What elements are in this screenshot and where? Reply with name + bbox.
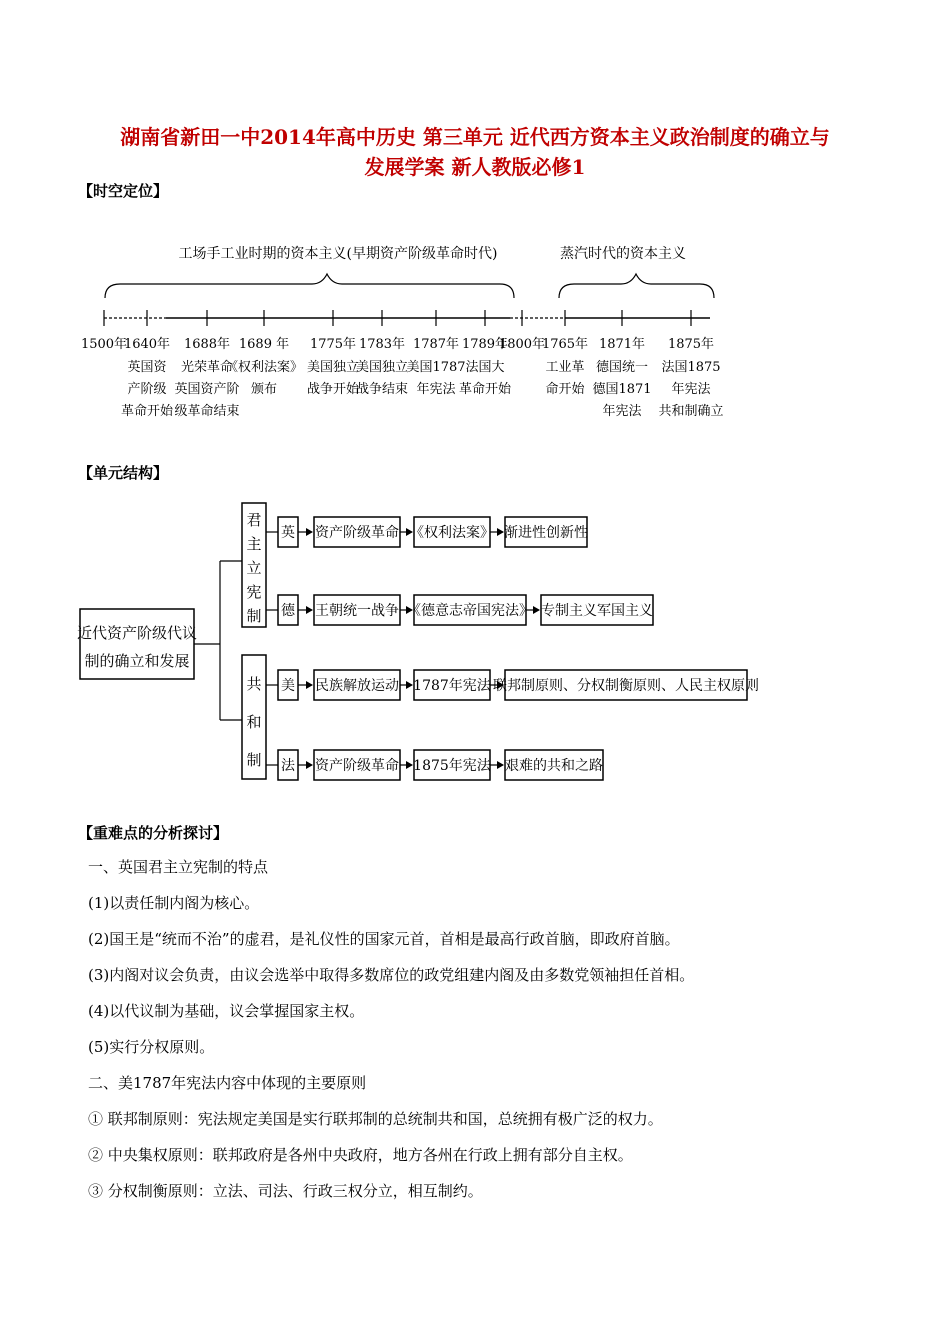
timeline-year: 1783年 [358, 337, 406, 352]
timeline-event-desc: 英国资产阶 [174, 382, 240, 397]
timeline-diagram [0, 230, 950, 430]
structure-label-country: 英 [281, 525, 295, 541]
timeline-event [356, 336, 408, 397]
group-republic-char: 制 [246, 751, 262, 769]
structure-label-cause: 资产阶级革命 [315, 758, 399, 774]
structure-label-feature: 渐进性创新性 [504, 525, 588, 541]
timeline-event [542, 336, 588, 397]
structure-label-cause: 资产阶级革命 [315, 525, 399, 541]
group-republic-char: 共 [246, 675, 262, 693]
structure-label-cause: 王朝统一战争 [315, 603, 399, 619]
arrowhead [306, 761, 313, 769]
timeline-event-desc: 共和制确立 [658, 404, 724, 419]
timeline-year: 1787年 [412, 337, 460, 352]
title-line-1: 湖南省新田一中2014年高中历史 第三单元 近代西方资本主义政治制度的确立与 [120, 125, 830, 149]
structure-row [278, 517, 588, 547]
arrowhead [406, 681, 413, 689]
group-monarchy-char: 立 [246, 559, 262, 577]
structure-label-document: 1787年宪法 [413, 678, 491, 694]
group-republic-char: 和 [246, 713, 262, 731]
structure-label-country: 德 [281, 603, 295, 619]
timeline-event [81, 336, 127, 352]
timeline-event-desc: 德国1871 [592, 382, 652, 397]
structure-diagram [0, 495, 950, 795]
group-monarchy-char: 制 [246, 607, 262, 625]
timeline-year: 1500年 [80, 337, 128, 352]
timeline-event-desc: 美国1787 [406, 360, 466, 375]
period-early-brace [105, 274, 514, 298]
structure-row [278, 670, 759, 700]
structure-label-country: 法 [281, 758, 295, 774]
timeline-event-desc: 战争开始 [306, 382, 360, 397]
timeline-event-desc: 颁布 [250, 382, 278, 397]
timeline-event [307, 336, 360, 397]
part2-title: 二、美1787年宪法内容中体现的主要原则 [88, 1074, 367, 1092]
structure-label-country: 美 [281, 678, 295, 694]
timeline-event-desc: 战争结束 [355, 382, 409, 397]
arrowhead [497, 528, 504, 536]
timeline-event-desc: 德国统一 [595, 360, 649, 375]
timeline-event [658, 336, 723, 419]
timeline-event-desc: 年宪法 [416, 382, 456, 397]
part1-item-4: (4)以代议制为基础，议会掌握国家主权。 [88, 1002, 365, 1020]
period-early-label: 工场手工业时期的资本主义(早期资产阶级革命时代) [178, 246, 498, 262]
analysis-heading: 【重难点的分析探讨】 [78, 824, 229, 842]
group-monarchy-char: 宪 [246, 583, 262, 601]
title-line-2: 发展学案 新人教版必修1 [364, 155, 586, 179]
timeline-year: 1765年 [541, 337, 589, 352]
root-label-line2: 制的确立和发展 [84, 652, 190, 670]
timeline-event-desc: 级革命结束 [174, 404, 240, 419]
period-steam-brace [559, 274, 714, 298]
document-title [40, 122, 910, 182]
timeline-event-desc: 法国大 [465, 360, 505, 375]
structure-row [278, 750, 603, 780]
timeline-event [406, 336, 465, 397]
structure-label-document: 1875年宪法 [413, 758, 491, 774]
structure-label-feature: 艰难的共和之路 [505, 758, 603, 774]
structure-label-document: 《德意志帝国宪法》 [407, 603, 533, 619]
timeline-event-desc: 革命开始 [120, 404, 174, 419]
part2-item-2: ② 中央集权原则：联邦政府是各州中央政府，地方各州在行政上拥有部分自主权。 [88, 1146, 633, 1164]
timeline-event-desc: 革命开始 [458, 382, 512, 397]
group-monarchy-char: 主 [246, 535, 262, 553]
arrowhead [306, 528, 313, 536]
part1-title: 一、英国君主立宪制的特点 [88, 858, 269, 876]
timeline-event-desc: 美国独立 [306, 360, 360, 375]
timeline-event-desc: 年宪法 [671, 382, 711, 397]
timeline-event-desc: 英国资 [127, 360, 167, 375]
timeline-year: 1689 年 [238, 337, 290, 352]
timeline-event-desc: 美国独立 [355, 360, 409, 375]
timeline-event [592, 336, 651, 419]
part1-item-2: (2)国王是“统而不治”的虚君，是礼仪性的国家元首，首相是最高行政首脑，即政府首脑。 [88, 930, 680, 948]
arrowhead [497, 761, 504, 769]
timeline-event-desc: 工业革 [545, 360, 585, 375]
timeline-year: 1775年 [309, 337, 357, 352]
root-label-line1: 近代资产阶级代议 [76, 624, 198, 642]
structure-row [278, 595, 653, 625]
timeline-year: 1871年 [598, 337, 646, 352]
part1-item-5: (5)实行分权原则。 [88, 1038, 215, 1056]
arrowhead [306, 681, 313, 689]
structure-label-feature: 联邦制原则、分权制衡原则、人民主权原则 [493, 678, 759, 694]
arrowhead [406, 761, 413, 769]
timeline-year: 1640年 [123, 337, 171, 352]
timeline-event-desc: 产阶级 [127, 382, 167, 397]
timeline-year: 1688年 [183, 337, 231, 352]
timeline-year: 1800年 [498, 337, 546, 352]
structure-label-cause: 民族解放运动 [315, 678, 399, 694]
timeline-heading: 【时空定位】 [78, 182, 169, 200]
arrowhead [306, 606, 313, 614]
part2-item-3: ③ 分权制衡原则：立法、司法、行政三权分立，相互制约。 [88, 1182, 483, 1200]
part1-item-3: (3)内阁对议会负责，由议会选举中取得多数席位的政党组建内阁及由多数党领袖担任首相。 [88, 966, 695, 984]
part1-item-1: (1)以责任制内阁为核心。 [88, 894, 260, 912]
timeline-year: 1789年 [461, 337, 509, 352]
structure-label-document: 《权利法案》 [410, 525, 494, 541]
timeline-year: 1875年 [667, 337, 715, 352]
timeline-event [121, 336, 174, 419]
period-steam-label: 蒸汽时代的资本主义 [560, 246, 686, 262]
timeline-event [174, 336, 239, 419]
timeline-event-desc: 光荣革命 [180, 360, 234, 375]
timeline-event-desc: 命开始 [545, 382, 585, 397]
arrowhead [533, 606, 540, 614]
timeline-event [499, 336, 545, 352]
structure-label-feature: 专制主义军国主义 [541, 603, 653, 619]
timeline-event-desc: 年宪法 [602, 404, 642, 419]
timeline-event-desc: 法国1875 [661, 360, 721, 375]
structure-heading: 【单元结构】 [78, 464, 169, 482]
part2-item-1: ① 联邦制原则：宪法规定美国是实行联邦制的总统制共和国，总统拥有极广泛的权力。 [88, 1110, 663, 1128]
timeline-event-desc: 《权利法案》 [224, 360, 304, 375]
group-monarchy-char: 君 [246, 511, 262, 529]
